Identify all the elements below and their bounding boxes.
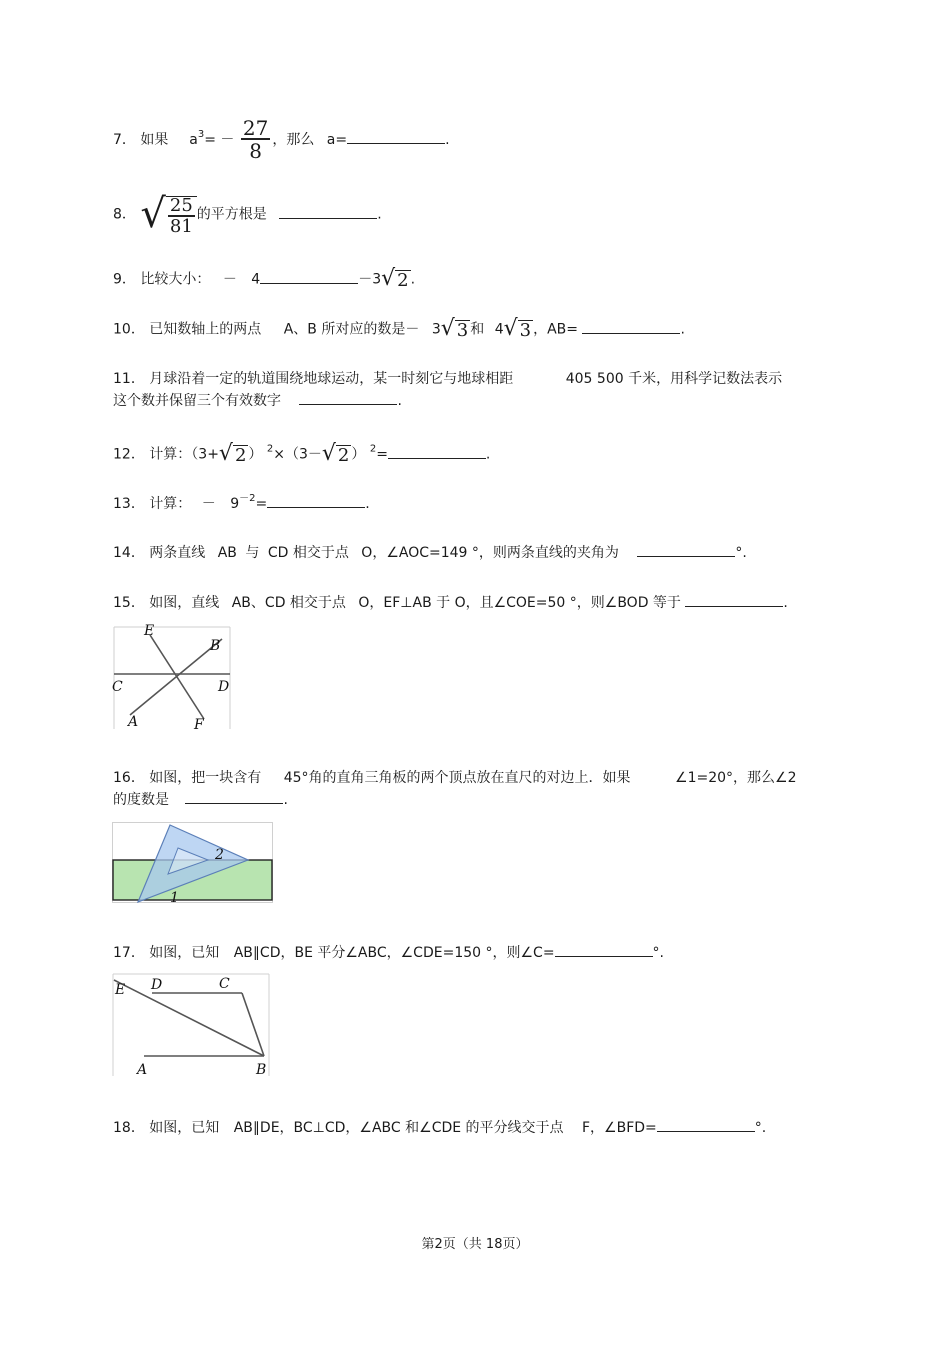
answer-blank[interactable]	[657, 1119, 755, 1132]
q10-number: 10．	[113, 321, 145, 338]
q7-end: .	[445, 132, 450, 148]
q9-value2: －3	[358, 271, 382, 288]
label-b: B	[210, 638, 221, 654]
q13-exp: －2	[239, 493, 256, 504]
answer-blank[interactable]	[279, 206, 377, 219]
answer-blank[interactable]	[555, 944, 653, 957]
q7-eq: = －	[204, 132, 235, 148]
q9-value: 4	[251, 271, 261, 288]
q13-neg: －	[201, 496, 216, 512]
answer-blank[interactable]	[388, 446, 486, 459]
q12-end: .	[485, 446, 491, 463]
q16-end: .	[283, 792, 288, 808]
q10-coef1: 3	[431, 321, 441, 338]
angle-2-label: 2	[215, 847, 224, 863]
page-footer: 第2页（共 18页）	[421, 1237, 529, 1252]
question-11	[113, 369, 782, 389]
line-eb	[114, 980, 264, 1056]
question-14	[113, 543, 747, 563]
q16-text-2: 的度数是	[113, 792, 169, 808]
question-16	[113, 768, 796, 788]
label-f: F	[194, 717, 204, 731]
q15-end: .	[783, 595, 788, 611]
q9-text: 比较大小：	[140, 271, 211, 288]
label-c: C	[112, 679, 123, 695]
q13-base: 9	[230, 496, 240, 512]
line-ab	[130, 639, 222, 715]
q14-end: °.	[735, 545, 747, 561]
q10-text: 已知数轴上的两点	[149, 321, 262, 338]
q15-condition: O，EF⊥AB 于 O，且∠COE=50 °，则∠BOD 等于	[358, 595, 681, 611]
figure-16-ruler-triangle	[112, 822, 274, 904]
answer-blank[interactable]	[347, 131, 445, 144]
q11-text: 月球沿着一定的轨道围绕地球运动，某一时刻它与地球相距	[149, 371, 514, 387]
q10-coef2: 4	[494, 321, 504, 338]
q12-paren2: ）	[351, 446, 366, 463]
q12-times: ×（3－	[273, 446, 322, 463]
q12-exp1: 2	[266, 443, 274, 455]
q7-fraction: $\frac{27}{8}$	[242, 116, 269, 163]
question-16-line-2	[113, 790, 288, 810]
figure-17-svg	[112, 972, 270, 1077]
label-c: C	[219, 976, 230, 992]
label-a: A	[137, 1062, 148, 1077]
q12-radical-2: √ 2	[321, 441, 350, 466]
question-13	[113, 494, 370, 514]
answer-blank[interactable]	[267, 495, 365, 508]
label-d: D	[218, 679, 230, 695]
q13-eq: =	[255, 496, 268, 512]
q7-number: 7．	[113, 132, 136, 148]
label-e: E	[144, 623, 155, 639]
q10-radical-1: √ 3	[440, 316, 469, 341]
answer-blank[interactable]	[582, 321, 680, 334]
q17-condition: AB∥CD，BE 平分∠ABC，∠CDE=150 °，则∠C=	[233, 945, 555, 961]
question-7	[113, 118, 450, 162]
q14-cd: CD 相交于点	[267, 545, 349, 561]
q7-text: 如果	[140, 132, 169, 148]
q12-text: 计算：（3+	[149, 446, 219, 463]
q14-number: 14．	[113, 545, 145, 561]
q18-number: 18．	[113, 1120, 145, 1136]
q8-text: 的平方根是	[196, 206, 267, 223]
q18-end: °.	[754, 1120, 767, 1136]
q9-neg: －	[222, 271, 237, 288]
q16-number: 16．	[113, 770, 145, 786]
q16-text: 如图，把一块含有	[149, 770, 262, 786]
q16-angle: ∠1=20°，那么∠2	[675, 770, 797, 786]
label-a: A	[128, 714, 139, 730]
q8-end: .	[377, 206, 382, 223]
q10-and: 和	[470, 321, 485, 338]
question-12	[113, 443, 490, 466]
q15-text: 如图，直线	[149, 595, 220, 611]
q17-text: 如图，已知	[149, 945, 220, 961]
q12-exp2: 2	[369, 443, 377, 455]
q18-angle: F，∠BFD=	[582, 1120, 657, 1136]
q14-text: 两条直线	[149, 545, 206, 561]
figure-15-intersecting-lines	[112, 623, 232, 731]
q10-end: .	[680, 321, 685, 338]
q13-number: 13．	[113, 496, 145, 512]
q9-end: .	[410, 271, 416, 288]
q9-number: 9．	[113, 271, 136, 288]
angle-1-label: 1	[170, 890, 179, 904]
answer-blank[interactable]	[185, 791, 283, 804]
q8-number: 8．	[113, 206, 136, 223]
q12-number: 12．	[113, 446, 145, 463]
q17-number: 17．	[113, 945, 145, 961]
figure-15-svg	[112, 623, 232, 731]
label-b: B	[256, 1062, 267, 1077]
figure-17-parallel-lines	[112, 972, 270, 1077]
figure-16-svg	[112, 822, 274, 904]
answer-blank[interactable]	[685, 594, 783, 607]
q14-angle: O，∠AOC=149 °，则两条直线的夹角为	[361, 545, 619, 561]
q13-text: 计算：	[149, 496, 192, 512]
question-8	[113, 192, 382, 237]
question-9	[113, 268, 415, 291]
q11-end: .	[397, 393, 402, 409]
q12-paren1: ）	[248, 446, 263, 463]
q11-text-2: 这个数并保留三个有效数字	[113, 393, 281, 409]
label-d: D	[151, 977, 163, 993]
question-17	[113, 943, 664, 963]
question-10	[113, 318, 685, 341]
question-15	[113, 593, 788, 613]
answer-blank[interactable]	[637, 544, 735, 557]
q12-radical-1: √ 2	[218, 441, 247, 466]
q7-ans-label: a=	[326, 132, 348, 148]
q13-end: .	[365, 496, 370, 512]
q18-text: 如图，已知	[149, 1120, 220, 1136]
q7-var: a	[189, 132, 198, 148]
q17-end: °.	[652, 945, 664, 961]
q14-and: 与	[245, 545, 260, 561]
q15-number: 15．	[113, 595, 145, 611]
q15-lines: AB、CD 相交于点	[231, 595, 346, 611]
line-ef	[150, 635, 204, 719]
q11-number: 11．	[113, 371, 145, 387]
answer-blank[interactable]	[299, 392, 397, 405]
q7-then: ，那么	[272, 132, 315, 148]
q16-text-b: 45°角的直角三角板的两个顶点放在直尺的对边上．如果	[283, 770, 631, 786]
question-11-line-2	[113, 391, 402, 411]
q7-exponent: 3	[197, 129, 205, 140]
q10-ab: ，AB=	[533, 321, 579, 338]
label-e: E	[115, 982, 126, 998]
q10-radical-2: √ 3	[503, 316, 532, 341]
q10-points: A、B 所对应的数是－	[283, 321, 420, 338]
q14-ab: AB	[217, 545, 237, 561]
q9-radical: √ 2	[381, 266, 409, 291]
q8-radical: √ $\frac{25}{81}$	[140, 192, 196, 237]
q18-condition: AB∥DE，BC⊥CD，∠ABC 和∠CDE 的平分线交于点	[233, 1120, 564, 1136]
answer-blank[interactable]	[260, 271, 358, 284]
question-18	[113, 1118, 766, 1138]
q11-text-b: 405 500 千米，用科学记数法表示	[565, 371, 783, 387]
q12-eq: =	[376, 446, 388, 463]
